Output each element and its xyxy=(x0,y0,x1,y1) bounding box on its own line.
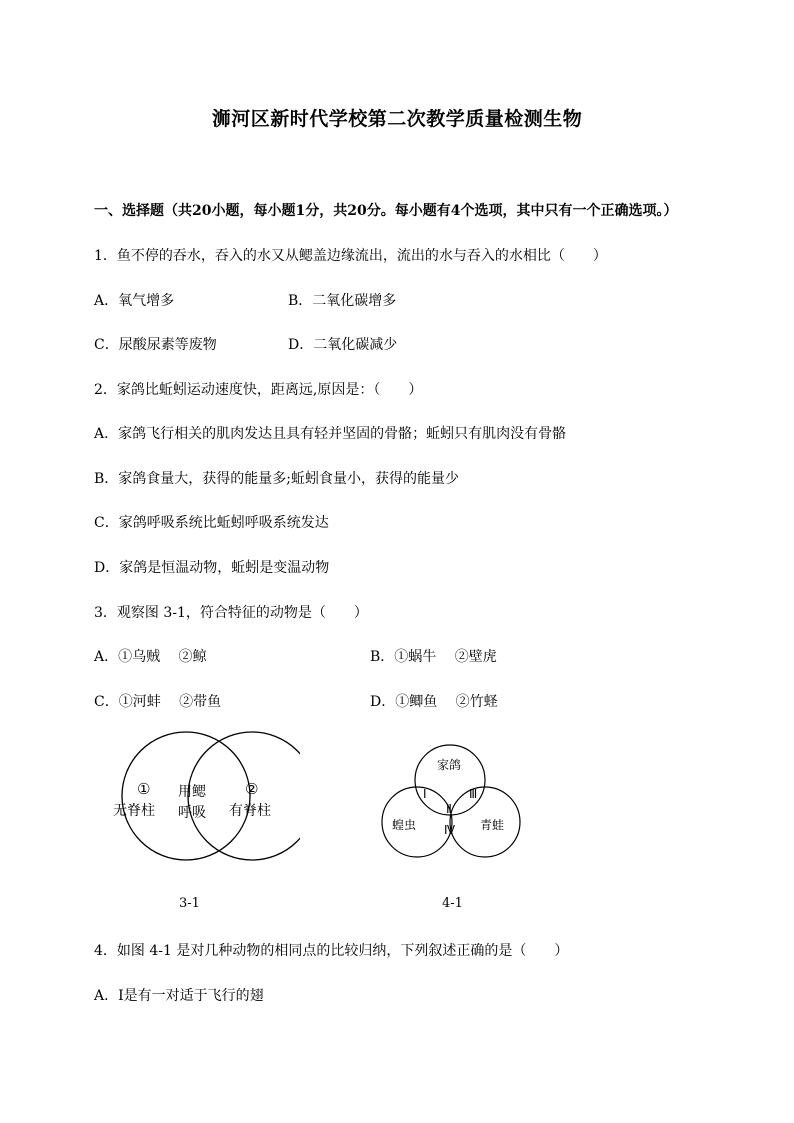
fig41-region-1: Ⅰ xyxy=(423,787,427,801)
fig31-right-num: ② xyxy=(245,780,259,798)
q1-option-a: A．氧气增多 xyxy=(94,293,175,309)
q3-stem: 3．观察图 3-1，符合特征的动物是（ ） xyxy=(94,605,368,621)
figure-3-1-venn xyxy=(100,728,300,868)
q1-stem: 1．鱼不停的吞水，吞入的水又从鳃盖边缘流出，流出的水与吞入的水相比（ ） xyxy=(94,248,607,264)
fig41-top-label: 家鸽 xyxy=(437,758,462,772)
page-title: 浉河区新时代学校第二次教学质量检测生物 xyxy=(211,108,583,130)
q3-option-c: C．①河蚌 ②带鱼 xyxy=(94,694,222,710)
fig41-left-label: 蝗虫 xyxy=(392,818,417,832)
figure-4-1-venn xyxy=(375,740,525,860)
fig31-right-text: 有脊柱 xyxy=(229,803,271,819)
fig41-right-label: 青蛙 xyxy=(480,818,505,832)
q3-option-d: D．①鲫鱼 ②竹蛏 xyxy=(370,694,498,710)
fig31-mid-line2: 呼吸 xyxy=(178,805,206,821)
fig41-region-2: Ⅱ xyxy=(446,802,452,816)
q3-option-a: A．①乌贼 ②鲸 xyxy=(94,649,207,665)
q2-option-b: B．家鸽食量大，获得的能量多;蚯蚓食量小，获得的能量少 xyxy=(94,471,460,487)
q1-option-b: B．二氧化碳增多 xyxy=(288,293,397,309)
q1-option-d: D．二氧化碳减少 xyxy=(288,337,398,353)
q4-stem: 4．如图 4-1 是对几种动物的相同点的比较归纳，下列叙述正确的是（ ） xyxy=(94,943,569,959)
fig31-left-text: 无脊柱 xyxy=(113,803,155,819)
q2-option-c: C．家鸽呼吸系统比蚯蚓呼吸系统发达 xyxy=(94,515,329,531)
q2-stem: 2．家鸽比蚯蚓运动速度快，距离远,原因是：（ ） xyxy=(94,382,423,398)
q2-option-d: D．家鸽是恒温动物，蚯蚓是变温动物 xyxy=(94,560,330,576)
fig31-caption: 3-1 xyxy=(179,896,200,911)
q2-option-a: A．家鸽飞行相关的肌肉发达且具有轻并坚固的骨骼；蚯蚓只有肌肉没有骨骼 xyxy=(94,426,567,442)
fig41-caption: 4-1 xyxy=(442,896,463,911)
fig31-left-num: ① xyxy=(137,780,151,798)
section-heading: 一、选择题（共20小题，每小题1分，共20分。每小题有4个选项，其中只有一个正确选项。） xyxy=(94,203,678,219)
q4-option-a: A．Ⅰ是有一对适于飞行的翅 xyxy=(94,988,264,1004)
fig31-mid-line1: 用鳃 xyxy=(178,784,206,800)
fig41-region-3: Ⅲ xyxy=(469,787,478,801)
q1-option-c: C．尿酸尿素等废物 xyxy=(94,337,217,353)
q3-option-b: B．①蜗牛 ②壁虎 xyxy=(370,649,497,665)
fig41-region-4: Ⅳ xyxy=(444,823,456,837)
